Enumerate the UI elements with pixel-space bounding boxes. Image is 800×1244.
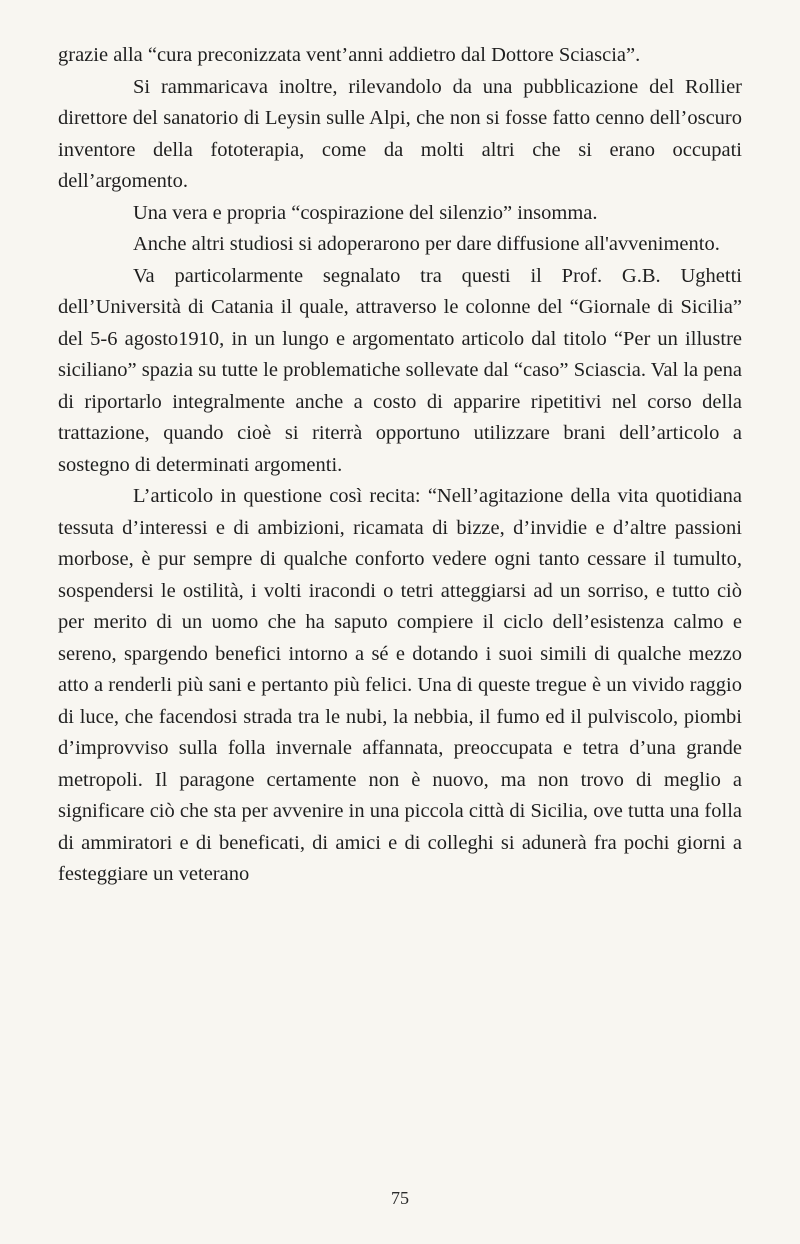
paragraph-6: L’articolo in questione così recita: “Nell’agitazione della vita quotidiana tessuta d’interessi e di ambizioni, ricamata di bizze, d’invidie e d’altre passioni morbose, è pur sempre di qualche conforto vedere ogni tanto cessare il tumulto, sospendersi le ostilità, i volti iracondi o tetri atteggiarsi ad un sorriso, e tutto ciò per merito di un uomo che ha saputo compiere il ciclo dell’esistenza calmo e sereno, spargendo benefici intorno a sé e dotando i suoi simili di qualche mezzo atto a renderli più sani e pertanto più felici. Una di queste tregue è un vivido raggio di luce, che facendosi strada tra le nubi, la nebbia, il fumo ed il pulviscolo, piombi d’improvviso sulla folla invernale affannata, preoccupata e tetra d’una grande metropoli. Il paragone certamente non è nuovo, ma non trovo di meglio a significare ciò che sta per avvenire in una piccola città di Sicilia, ove tutta una folla di ammiratori e di beneficati, di amici e di colleghi si adunerà fra pochi giorni a festeggiare un veterano	[58, 485, 742, 885]
page-number: 75	[391, 1188, 409, 1208]
paragraph-1: grazie alla “cura preconizzata vent’anni addietro dal Dottore Sciascia”.	[58, 44, 641, 66]
body-text	[58, 40, 742, 891]
paragraph-5: Va particolarmente segnalato tra questi il Prof. G.B. Ughetti dell’Università di Catania il quale, attraverso le colonne del “Giornale di Sicilia” del 5-6 agosto1910, in un lungo e argomentato articolo dal titolo “Per un illustre siciliano” spazia su tutte le problematiche sollevate dal “caso” Sciascia. Val la pena di riportarlo integralmente anche a costo di apparire ripetitivi nel corso della trattazione, quando cioè si riterrà opportuno utilizzare brani dell’articolo a sostegno di determinati argomenti.	[58, 264, 742, 476]
paragraph-2: Si rammaricava inoltre, rilevandolo da una pubblicazione del Rollier direttore del sanatorio di Leysin sulle Alpi, che non si fosse fatto cenno dell’oscuro inventore della fototerapia, come da molti altri che si erano occupati dell’argomento.	[58, 75, 742, 192]
paragraph-3: Una vera e propria “cospirazione del silenzio” insomma.	[133, 201, 598, 224]
paragraph-4: Anche altri studiosi si adoperarono per dare diffusione all'avvenimento.	[133, 233, 720, 255]
